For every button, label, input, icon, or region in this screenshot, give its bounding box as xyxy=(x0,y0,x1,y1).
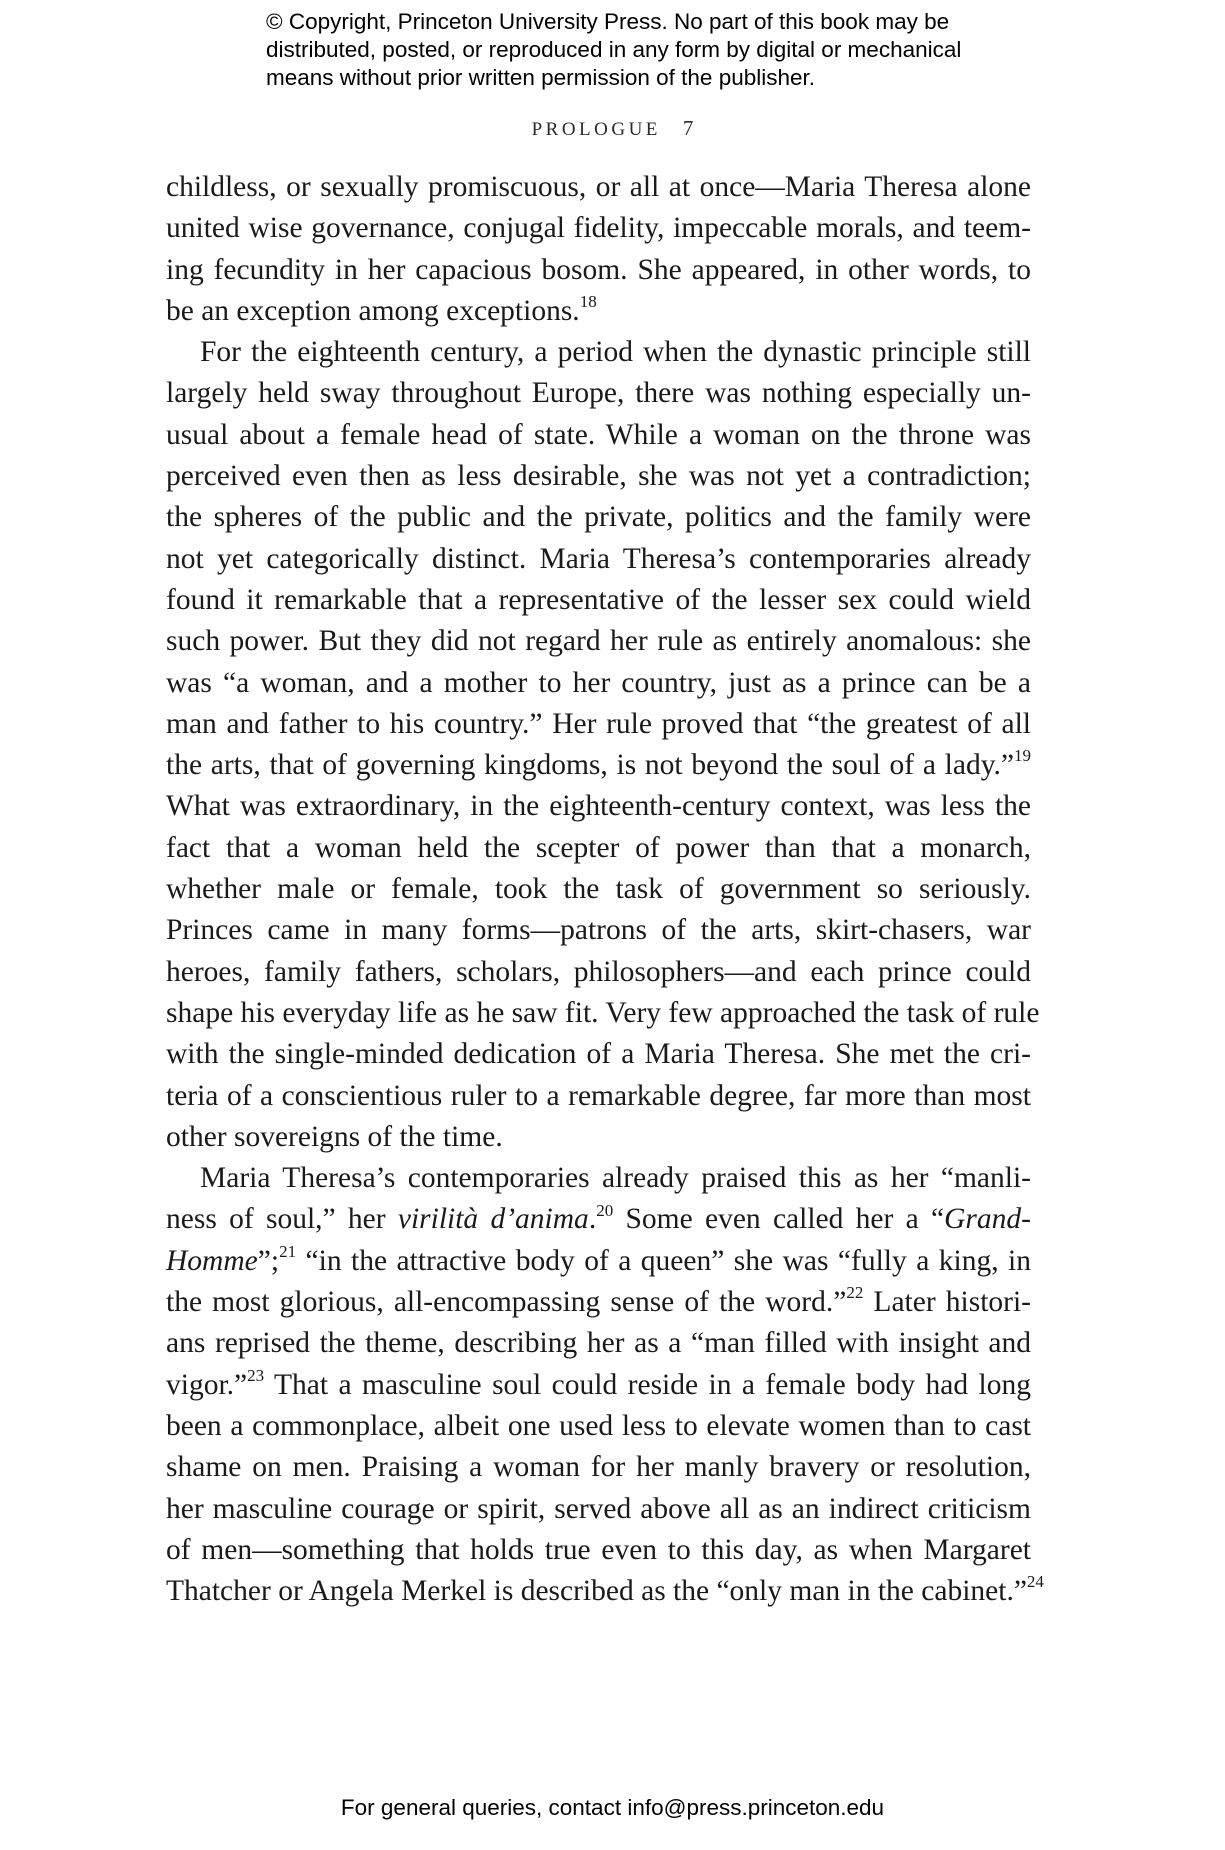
text-fragment: Thatcher or Angela Merkel is described as the “only man in the cabinet.” xyxy=(166,1575,1027,1608)
page-number: 7 xyxy=(682,116,694,140)
text-line: shape his everyday life as he saw fit. Very few approached the task of rule xyxy=(166,996,1040,1029)
text-line xyxy=(166,1571,1044,1612)
text-line: usual about a female head of state. While a woman on the throne was xyxy=(166,418,1031,451)
text-fragment: Later histori- xyxy=(863,1286,1031,1319)
text-line: Princes came in many forms—patrons of the arts, skirt-chasers, war xyxy=(166,914,1031,947)
text-line: with the single-minded dedication of a Maria Theresa. She met the cri- xyxy=(166,1038,1031,1071)
italic-phrase: Homme xyxy=(166,1244,258,1277)
text-line xyxy=(166,1282,1031,1323)
text-fragment: Some even called her a “ xyxy=(613,1203,945,1236)
text-line: whether male or female, took the task of government so seriously. xyxy=(166,873,1031,906)
running-head-title: PROLOGUE xyxy=(531,119,661,140)
text-line: ans reprised the theme, describing her as a “man filled with insight and xyxy=(166,1327,1031,1360)
text-line: For the eighteenth century, a period when the dynastic principle still xyxy=(200,336,1031,369)
text-line: not yet categorically distinct. Maria Theresa’s contemporaries already xyxy=(166,542,1031,575)
text-line: largely held sway throughout Europe, there was nothing especially un- xyxy=(166,377,1031,410)
text-line: What was extraordinary, in the eighteenth-century context, was less the xyxy=(166,790,1031,823)
text-fragment: ”; xyxy=(257,1244,280,1277)
text-line xyxy=(166,745,1031,786)
footer-contact: For general queries, contact info@press.princeton.edu xyxy=(340,1795,885,1820)
italic-phrase: virilità d’anima xyxy=(397,1203,589,1236)
text-line xyxy=(166,1199,1031,1240)
text-line: united wise governance, conjugal fidelity, impeccable morals, and teem- xyxy=(166,212,1031,245)
copyright-line: distributed, posted, or reproduced in any form by digital or mechanical xyxy=(266,37,962,62)
footnote-ref: 19 xyxy=(1014,746,1031,766)
footnote-ref: 23 xyxy=(247,1365,265,1385)
text-fragment: . xyxy=(588,1203,597,1236)
text-line: found it remarkable that a representative of the lesser sex could wield xyxy=(166,583,1031,616)
text-fragment: That a masculine soul could reside in a female body had long xyxy=(264,1368,1031,1401)
text-line: man and father to his country.” Her rule proved that “the greatest of all xyxy=(166,707,1031,740)
text-line: was “a woman, and a mother to her country, just as a prince can be a xyxy=(166,666,1031,699)
text-line: heroes, family fathers, scholars, philosophers—and each prince could xyxy=(166,955,1031,988)
italic-phrase: Grand- xyxy=(944,1203,1031,1236)
footnote-ref: 21 xyxy=(279,1241,297,1261)
text-fragment: the most glorious, all-encompassing sense of the word.” xyxy=(166,1286,847,1319)
text-line: teria of a conscientious ruler to a remarkable degree, far more than most xyxy=(166,1079,1031,1112)
text-line: shame on men. Praising a woman for her manly bravery or resolution, xyxy=(166,1451,1031,1484)
text-line: other sovereigns of the time. xyxy=(166,1120,503,1153)
footnote-ref: 24 xyxy=(1026,1572,1044,1592)
text-line: fact that a woman held the scepter of power than that a monarch, xyxy=(166,831,1031,864)
footnote-ref: 20 xyxy=(596,1200,614,1220)
text-line: the spheres of the public and the private, politics and the family were xyxy=(166,501,1031,534)
text-fragment: the arts, that of governing kingdoms, is not beyond the soul of a lady.” xyxy=(166,749,1014,782)
text-line: Maria Theresa’s contemporaries already praised this as her “manli- xyxy=(200,1162,1031,1195)
text-fragment: “in the attractive body of a queen” she was “fully a king, in xyxy=(296,1244,1031,1277)
text-line: ing fecundity in her capacious bosom. She appeared, in other words, to xyxy=(166,253,1031,286)
running-head xyxy=(0,116,1225,141)
text-line xyxy=(166,1365,1031,1406)
text-line: such power. But they did not regard her rule as entirely anomalous: she xyxy=(166,625,1031,658)
text-line xyxy=(166,1241,1031,1282)
text-line: childless, or sexually promiscuous, or all at once—Maria Theresa alone xyxy=(166,171,1031,203)
copyright-line: means without prior written permission of the publisher. xyxy=(266,65,816,90)
text-line: perceived even then as less desirable, she was not yet a contradiction; xyxy=(166,460,1031,493)
copyright-notice xyxy=(266,8,1026,92)
text-line: been a commonplace, albeit one used less to elevate women than to cast xyxy=(166,1409,1031,1442)
footnote-ref: 22 xyxy=(846,1283,864,1303)
copyright-line: © Copyright, Princeton University Press. No part of this book may be xyxy=(266,9,950,34)
text-fragment: be an exception among exceptions. xyxy=(166,294,580,327)
footnote-ref: 18 xyxy=(579,292,597,312)
text-fragment: ness of soul,” her xyxy=(166,1203,398,1236)
body-text xyxy=(166,167,1044,1612)
text-fragment: vigor.” xyxy=(166,1368,248,1401)
text-line: her masculine courage or spirit, served above all as an indirect criticism xyxy=(166,1492,1031,1525)
text-line xyxy=(166,291,1031,332)
text-line: of men—something that holds true even to this day, as when Margaret xyxy=(166,1533,1031,1566)
